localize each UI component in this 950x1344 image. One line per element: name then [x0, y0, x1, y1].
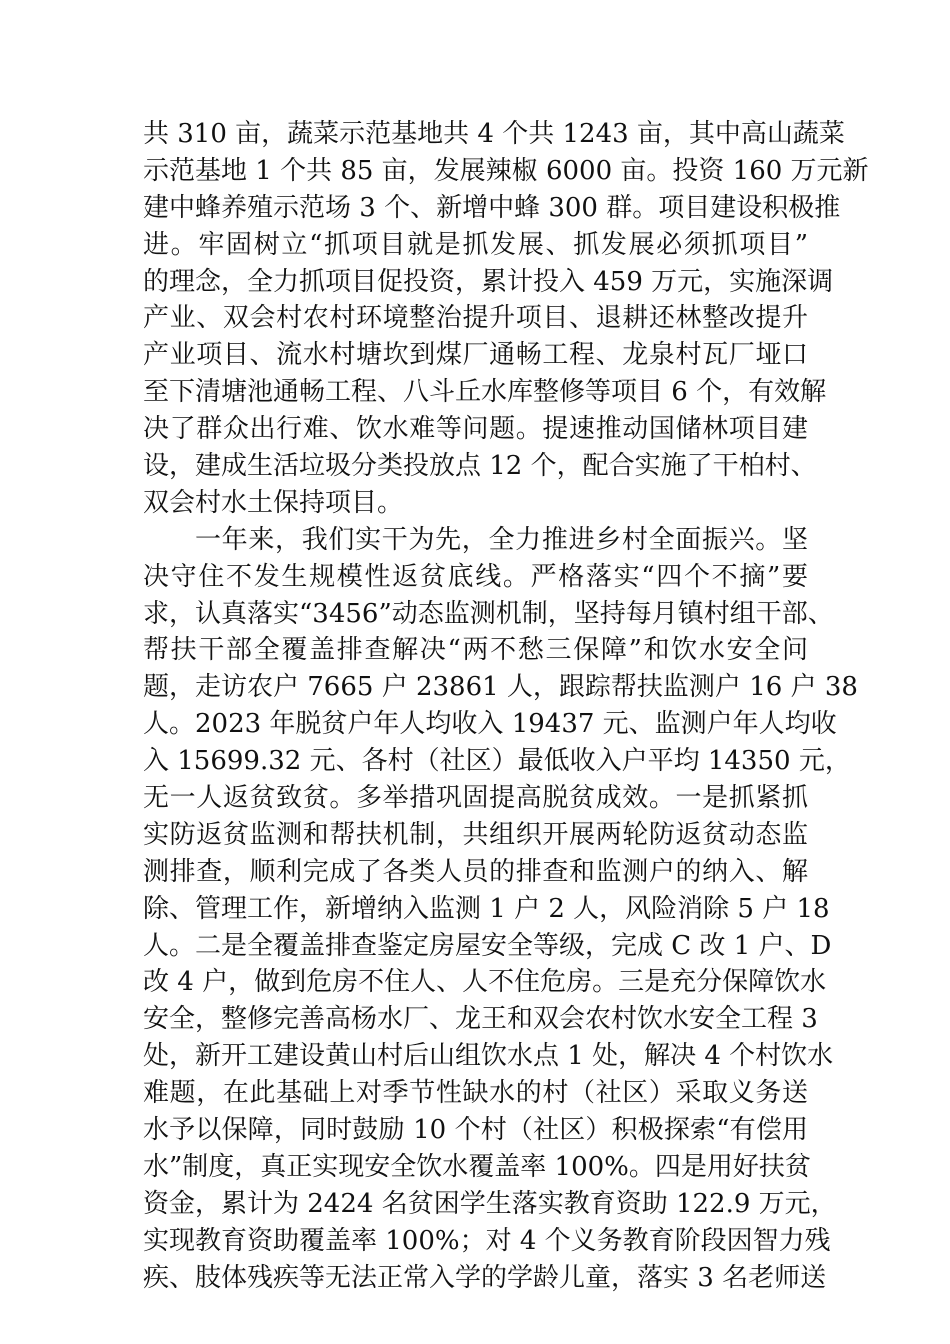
- text-line: 难题，在此基础上对季节性缺水的村（社区）采取义务送: [143, 1078, 808, 1109]
- text-line: 帮扶干部全覆盖排查解决“两不愁三保障”和饮水安全问: [143, 635, 808, 666]
- text-line: 实防返贫监测和帮扶机制，共组织开展两轮防返贫动态监: [143, 819, 808, 850]
- text-line: 人。二是全覆盖排查鉴定房屋安全等级，完成 C 改 1 户、D: [143, 930, 832, 961]
- text-line: 处，新开工建设黄山村后山组饮水点 1 处，解决 4 个村饮水: [143, 1041, 834, 1072]
- text-line: 产业项目、流水村塘坎到煤厂通畅工程、龙泉村瓦厂垭口: [143, 340, 808, 371]
- paragraph-start-line: 一年来，我们实干为先，全力推进乡村全面振兴。坚: [195, 524, 808, 555]
- text-line: 题，走访农户 7665 户 23861 人，跟踪帮扶监测户 16 户 38: [143, 672, 858, 703]
- text-line: 产业、双会村农村环境整治提升项目、退耕还林整改提升: [143, 303, 808, 334]
- text-line: 水”制度，真正实现安全饮水覆盖率 100%。四是用好扶贫: [143, 1151, 811, 1182]
- text-line: 改 4 户，做到危房不住人、人不住危房。三是充分保障饮水: [143, 967, 827, 998]
- text-line: 资金，累计为 2424 名贫困学生落实教育资助 122.9 万元，: [143, 1188, 837, 1219]
- text-line: 建中蜂养殖示范场 3 个、新增中蜂 300 群。项目建设积极推: [143, 192, 841, 223]
- text-line: 求，认真落实“3456”动态监测机制，坚持每月镇村组干部、: [143, 598, 834, 629]
- text-line: 除、管理工作，新增纳入监测 1 户 2 人，风险消除 5 户 18: [143, 893, 830, 924]
- paragraph-end-line: 双会村水土保持项目。: [143, 487, 404, 518]
- text-line: 至下清塘池通畅工程、八斗丘水库整修等项目 6 个，有效解: [143, 377, 827, 408]
- text-line: 实现教育资助覆盖率 100%；对 4 个义务教育阶段因智力残: [143, 1225, 831, 1256]
- text-line: 人。2023 年脱贫户年人均收入 19437 元、监测户年人均收: [143, 709, 837, 740]
- text-line: 入 15699.32 元、各村（社区）最低收入户平均 14350 元，: [143, 746, 851, 777]
- text-line: 共 310 亩，蔬菜示范基地共 4 个共 1243 亩，其中高山蔬菜: [143, 119, 845, 149]
- text-line: 决守住不发生规模性返贫底线。严格落实“四个不摘”要: [143, 561, 808, 592]
- text-line: 疾、肢体残疾等无法正常入学的学龄儿童，落实 3 名老师送: [143, 1262, 827, 1293]
- text-line: 设，建成生活垃圾分类投放点 12 个，配合实施了干柏村、: [143, 451, 817, 482]
- body-text: [143, 116, 869, 1297]
- text-line: 测排查，顺利完成了各类人员的排查和监测户的纳入、解: [143, 856, 808, 887]
- text-line: 示范基地 1 个共 85 亩，发展辣椒 6000 亩。投资 160 万元新: [143, 155, 869, 186]
- text-line: 决了群众出行难、饮水难等问题。提速推动国储林项目建: [143, 414, 808, 445]
- text-line: 进。牢固树立“抓项目就是抓发展、抓发展必须抓项目”: [143, 229, 808, 260]
- text-line: 水予以保障，同时鼓励 10 个村（社区）积极探索“有偿用: [143, 1115, 808, 1146]
- text-line: 安全，整修完善高杨水厂、龙王和双会农村饮水安全工程 3: [143, 1004, 818, 1035]
- text-line: 的理念，全力抓项目促投资，累计投入 459 万元，实施深调: [143, 266, 834, 297]
- text-line: 无一人返贫致贫。多举措巩固提高脱贫成效。一是抓紧抓: [143, 783, 808, 814]
